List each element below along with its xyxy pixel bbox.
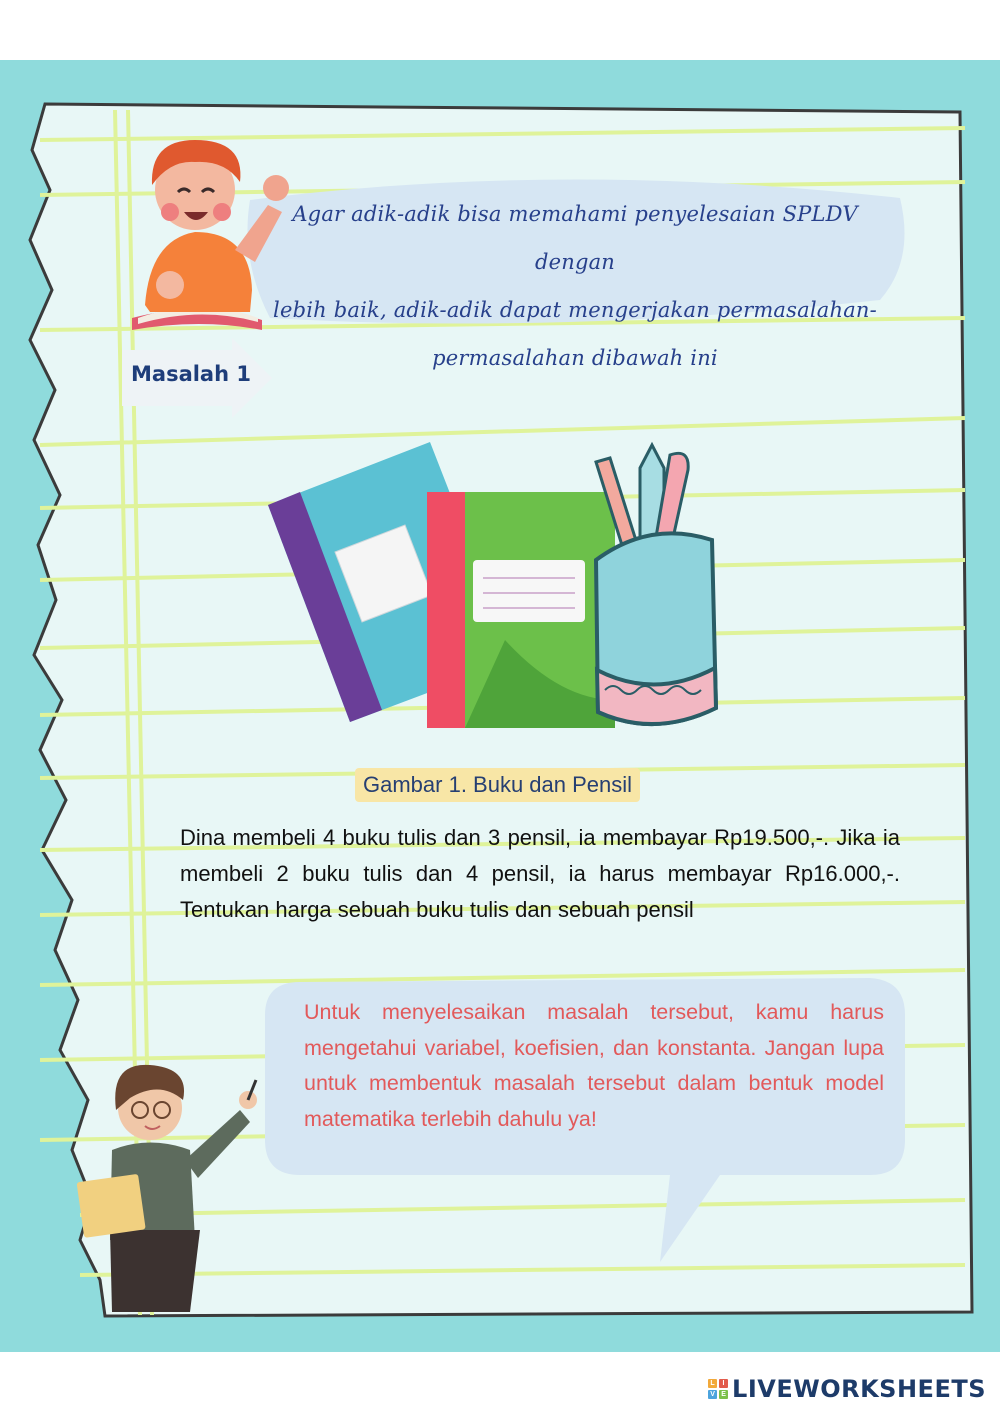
section-label: Masalah 1 bbox=[131, 362, 251, 386]
figure-caption: Gambar 1. Buku dan Pensil bbox=[355, 768, 640, 802]
footer-brand[interactable] bbox=[708, 1374, 986, 1404]
intro-line: lebih baik, adik-adik dapat mengerjakan permasalahan- bbox=[273, 298, 877, 322]
brand-name: LIVEWORKSHEETS bbox=[732, 1375, 986, 1403]
intro-line: Agar adik-adik bisa memahami penyelesaian SPLDV dengan bbox=[292, 202, 858, 274]
intro-line: permasalahan dibawah ini bbox=[432, 346, 718, 370]
liveworksheets-logo-icon: L I V E bbox=[708, 1379, 728, 1399]
hint-text: Untuk menyelesaikan masalah tersebut, kamu harus mengetahui variabel, koefisien, dan konstanta. Jangan lupa untuk membentuk masalah tersebut dalam bentuk model matematika terlebih dahulu ya! bbox=[304, 1000, 884, 1131]
intro-text bbox=[270, 190, 880, 382]
notebook-icon bbox=[427, 492, 615, 728]
problem-text: Dina membeli 4 buku tulis dan 3 pensil, ia membayar Rp19.500,-. Jika ia membeli 2 buku tulis dan 4 pensil, ia harus membayar Rp16.000,-. Tentukan harga sebuah buku tulis dan sebuah pensil bbox=[180, 825, 900, 922]
